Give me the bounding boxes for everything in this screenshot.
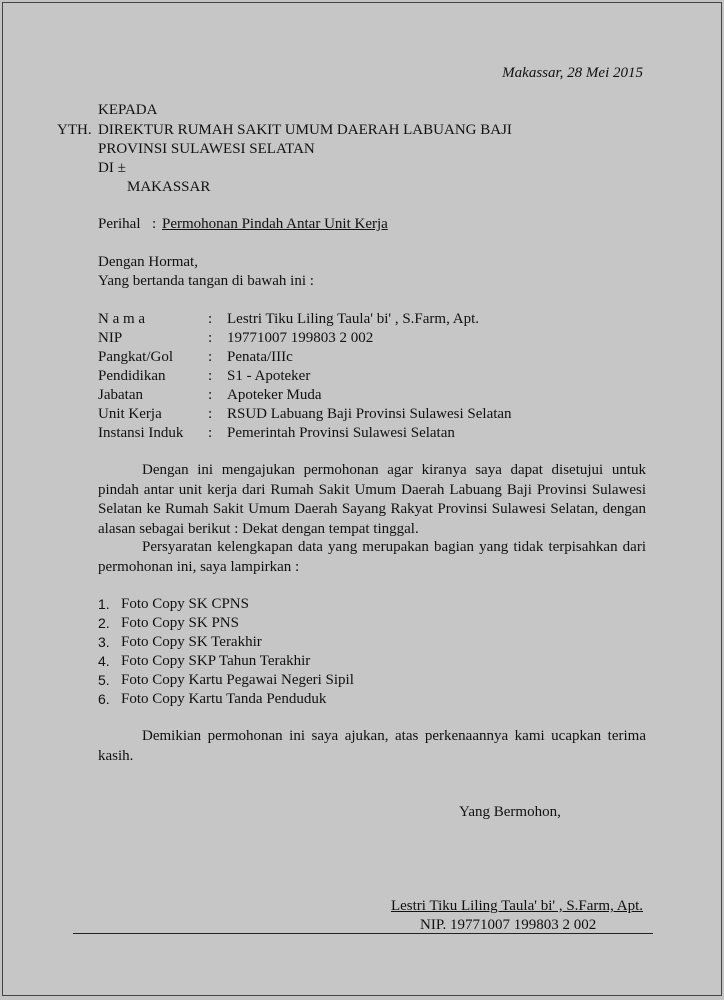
address-line2: PROVINSI SULAWESI SELATAN [98,141,315,157]
list-number: 1. [98,596,110,612]
paragraph-requirements: Persyaratan kelengkapan data yang merupakan bagian yang tidak terpisahkan dari permohonan ini, saya lampirkan : [98,539,646,575]
identity-label: N a m a [98,311,146,327]
list-text: Foto Copy SK Terakhir [121,634,262,650]
address-city: MAKASSAR [127,179,211,195]
identity-label: Pendidikan [98,368,166,384]
address-yth: YTH. [57,122,92,138]
identity-colon: : [208,387,213,403]
intro-text: Yang bertanda tangan di bawah ini : [98,273,314,289]
identity-label: NIP [98,330,123,346]
list-number: 2. [98,615,110,631]
signoff: Yang Bermohon, [459,804,561,820]
subject-text: Permohonan Pindah Antar Unit Kerja [162,216,388,232]
identity-label: Jabatan [98,387,143,403]
address-line1: DIREKTUR RUMAH SAKIT UMUM DAERAH LABUANG BAJI [98,122,512,138]
list-number: 5. [98,672,110,688]
identity-colon: : [208,425,213,441]
list-text: Foto Copy SK PNS [121,615,239,631]
identity-value: Lestri Tiku Liling Taula' bi' , S.Farm, Apt. [227,311,480,327]
address-kepada: KEPADA [98,102,158,118]
identity-colon: : [208,311,213,327]
signer-name: Lestri Tiku Liling Taula' bi' , S.Farm, Apt. [390,898,643,914]
identity-value: Apoteker Muda [227,387,322,403]
list-text: Foto Copy Kartu Tanda Penduduk [121,691,327,707]
greeting: Dengan Hormat, [98,254,198,270]
list-number: 3. [98,634,110,650]
list-text: Foto Copy SKP Tahun Terakhir [121,653,311,669]
identity-colon: : [208,330,213,346]
paragraph-closing: Demikian permohonan ini saya ajukan, atas perkenaannya kami ucapkan terima kasih. [98,728,646,764]
bottom-rule [73,933,653,934]
identity-label: Instansi Induk [98,425,184,441]
place-date: Makassar, 28 Mei 2015 [502,65,643,81]
letter-page [2,2,722,996]
list-number: 4. [98,653,110,669]
list-number: 6. [98,691,110,707]
identity-label: Pangkat/Gol [98,349,173,365]
identity-value: 19771007 199803 2 002 [227,330,374,346]
paragraph-request: Dengan ini mengajukan permohonan agar kiranya saya dapat disetujui untuk pindah antar unit kerja dari Rumah Sakit Umum Daerah Labuang Baji Provinsi Sulawesi Selatan ke Rumah Sakit Umum Daerah Sayang Rakyat Provinsi Sulawesi Selatan, dengan alasan sebagai berikut : Dekat dengan tempat tinggal. [98,462,646,537]
subject-colon: : [152,216,157,232]
list-text: Foto Copy SK CPNS [121,596,249,612]
identity-label: Unit Kerja [98,406,162,422]
identity-value: S1 - Apoteker [227,368,311,384]
signer-nip: NIP. 19771007 199803 2 002 [420,917,597,933]
identity-colon: : [208,349,213,365]
address-di: DI ± [98,160,126,176]
identity-value: Penata/IIIc [227,349,293,365]
identity-colon: : [208,406,213,422]
subject-label: Perihal [98,216,141,232]
identity-colon: : [208,368,213,384]
list-text: Foto Copy Kartu Pegawai Negeri Sipil [121,672,354,688]
identity-value: Pemerintah Provinsi Sulawesi Selatan [227,425,455,441]
identity-value: RSUD Labuang Baji Provinsi Sulawesi Selatan [227,406,512,422]
